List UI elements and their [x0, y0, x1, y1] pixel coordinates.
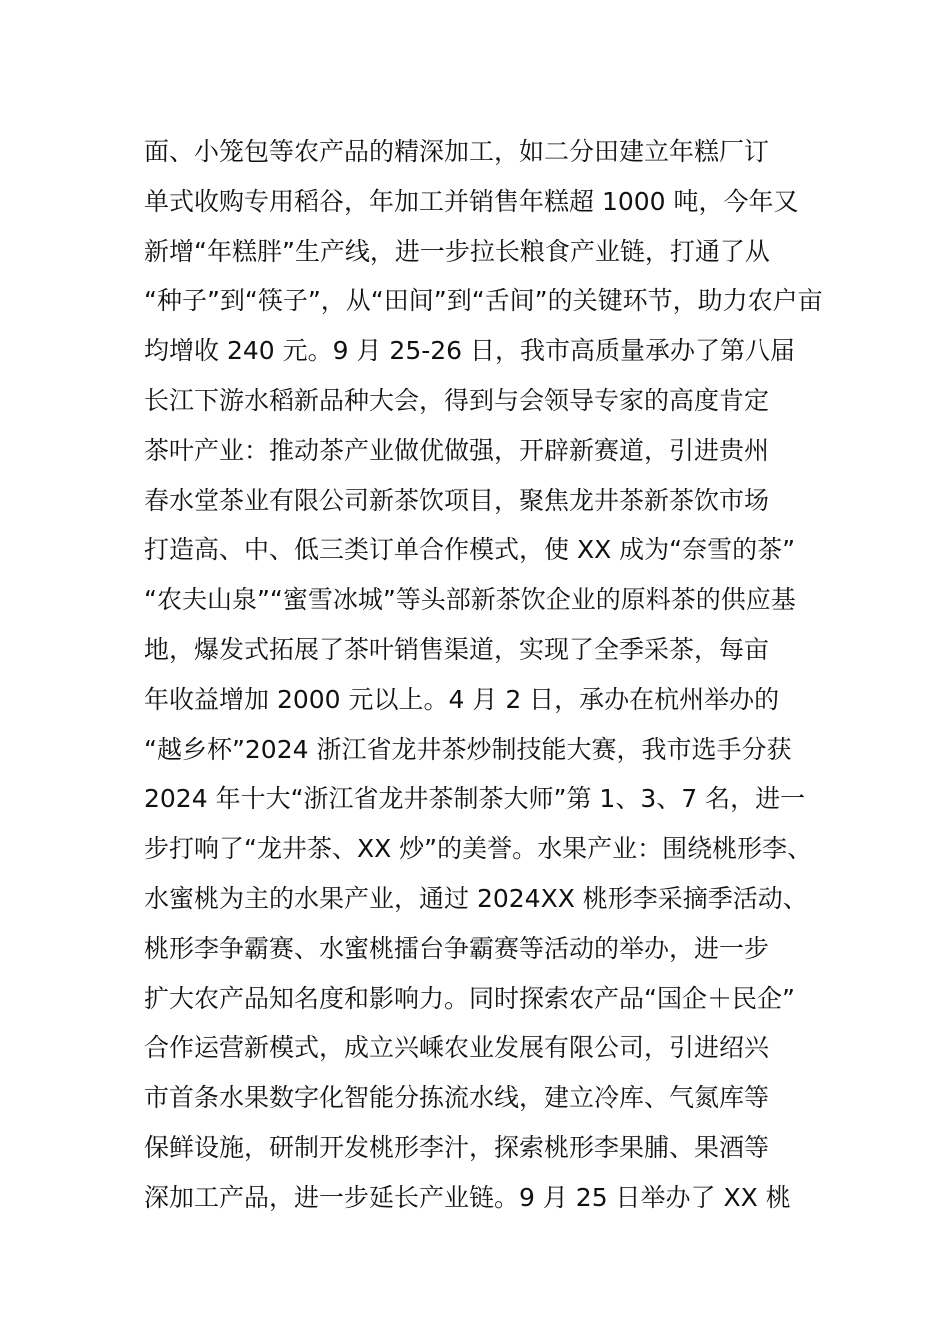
text-line: 步打响了“龙井茶、XX 炒”的美誉。水果产业：围绕桃形李、 — [144, 834, 813, 864]
text-line: “越乡杯”2024 浙江省龙井茶炒制技能大赛，我市选手分获 — [144, 734, 792, 764]
text-line: “农夫山泉”“蜜雪冰城”等头部新茶饮企业的原料茶的供应基 — [144, 585, 796, 615]
text-line: 深加工产品，进一步延长产业链。9 月 25 日举办了 XX 桃 — [144, 1182, 791, 1212]
text-line: “种子”到“筷子”，从“田间”到“舌间”的关键环节，助力农户亩 — [144, 286, 823, 316]
text-line: 打造高、中、低三类订单合作模式，使 XX 成为“奈雪的茶” — [144, 535, 796, 565]
text-line: 桃形李争霸赛、水蜜桃擂台争霸赛等活动的举办，进一步 — [144, 933, 770, 963]
text-line: 水蜜桃为主的水果产业，通过 2024XX 桃形李采摘季活动、 — [144, 883, 808, 913]
text-line: 地，爆发式拓展了茶叶销售渠道，实现了全季采茶，每亩 — [144, 634, 770, 664]
text-line: 新增“年糕胖”生产线，进一步拉长粮食产业链，打通了从 — [144, 236, 770, 266]
text-line: 合作运营新模式，成立兴嵊农业发展有限公司，引进绍兴 — [144, 1033, 770, 1063]
text-line: 单式收购专用稻谷，年加工并销售年糕超 1000 吨，今年又 — [144, 186, 799, 216]
body-paragraph — [144, 127, 844, 1223]
text-line: 2024 年十大“浙江省龙井茶制茶大师”第 1、3、7 名，进一 — [144, 784, 806, 814]
text-line: 面、小笼包等农产品的精深加工，如二分田建立年糕厂订 — [144, 137, 770, 166]
text-line: 春水堂茶业有限公司新茶饮项目，聚焦龙井茶新茶饮市场 — [144, 485, 770, 515]
text-line: 保鲜设施，研制开发桃形李汁，探索桃形李果脯、果酒等 — [144, 1132, 770, 1162]
text-line: 茶叶产业：推动茶产业做优做强，开辟新赛道，引进贵州 — [144, 435, 770, 465]
text-line: 年收益增加 2000 元以上。4 月 2 日，承办在杭州举办的 — [144, 684, 780, 714]
text-line: 市首条水果数字化智能分拣流水线，建立冷库、气氮库等 — [144, 1083, 770, 1113]
text-line: 均增收 240 元。9 月 25-26 日，我市高质量承办了第八届 — [144, 336, 796, 366]
text-line: 长江下游水稻新品种大会，得到与会领导专家的高度肯定 — [144, 385, 770, 415]
text-line: 扩大农产品知名度和影响力。同时探索农产品“国企＋民企” — [144, 983, 795, 1013]
